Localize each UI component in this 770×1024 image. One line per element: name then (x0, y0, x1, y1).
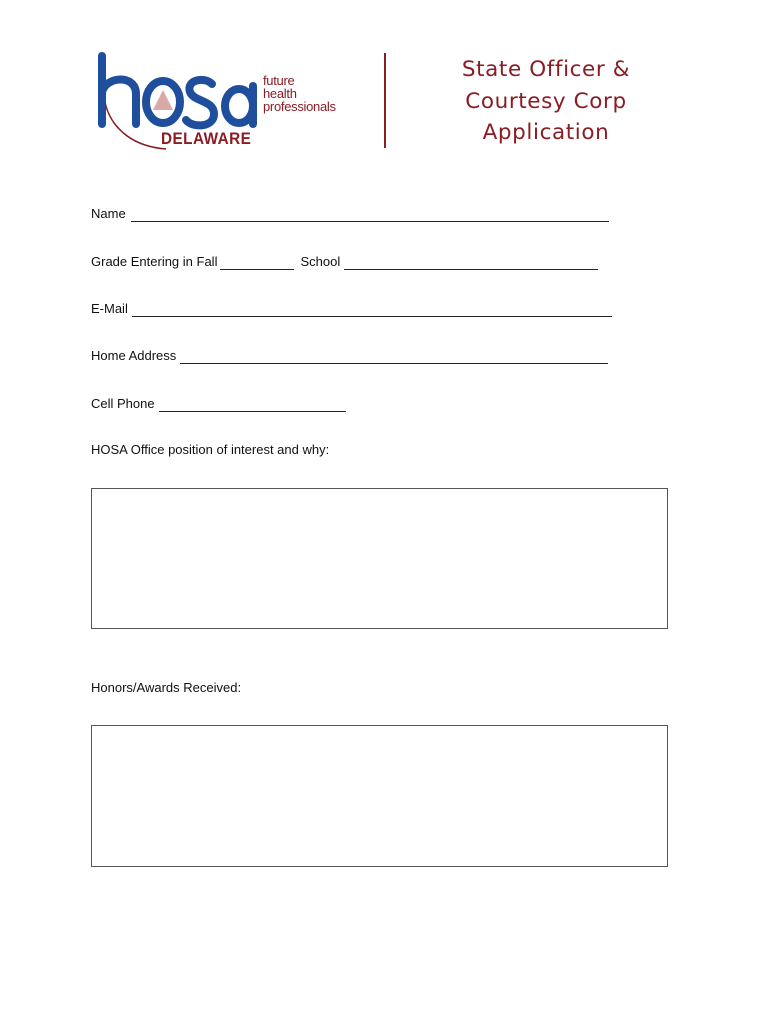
email-row (91, 299, 612, 317)
address-row (91, 346, 608, 364)
school-label: School (300, 254, 341, 269)
header-divider (384, 53, 386, 148)
logo-tagline (263, 74, 336, 113)
hosa-delaware-logo (96, 50, 346, 152)
address-label: Home Address (91, 348, 177, 363)
office-interest-box[interactable] (91, 488, 668, 629)
email-field[interactable] (132, 303, 612, 317)
grade-school-row (91, 252, 598, 270)
name-field[interactable] (131, 208, 609, 222)
honors-box[interactable] (91, 725, 668, 867)
school-field[interactable] (344, 256, 598, 270)
phone-label: Cell Phone (91, 396, 155, 411)
tagline-line-1: future (263, 73, 295, 88)
address-field[interactable] (180, 350, 608, 364)
title-line-2: Courtesy Corp (465, 88, 627, 114)
logo-region: DELAWARE (161, 129, 252, 148)
phone-field[interactable] (159, 398, 346, 412)
title-line-1: State Officer & (461, 57, 631, 82)
grade-field[interactable] (220, 256, 294, 270)
name-label: Name (91, 206, 126, 221)
name-row (91, 204, 609, 222)
title-line-3: Application (482, 120, 610, 145)
email-label: E-Mail (91, 301, 128, 316)
honors-label: Honors/Awards Received: (91, 680, 242, 695)
tagline-line-2: health (263, 86, 297, 101)
page-title (430, 54, 662, 149)
tagline-line-3: professionals (263, 99, 336, 114)
phone-row (91, 394, 346, 412)
office-interest-label: HOSA Office position of interest and why: (91, 442, 330, 457)
grade-label: Grade Entering in Fall (91, 254, 218, 269)
